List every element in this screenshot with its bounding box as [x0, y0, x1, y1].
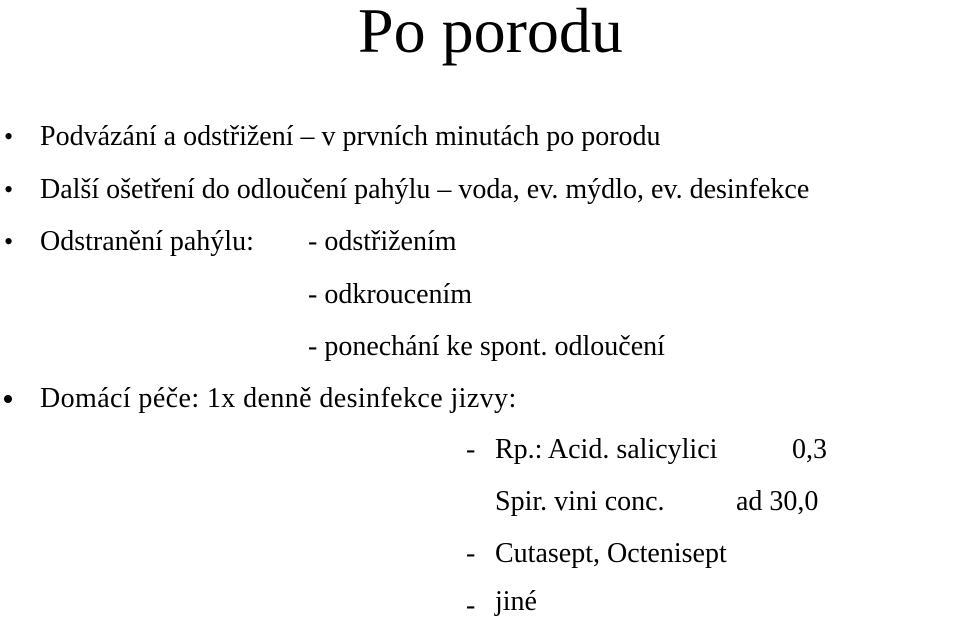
bullet-text-1: Podvázání a odstřižení – v prvních minutách po porodu [40, 121, 661, 152]
recipe-line-2: Spir. vini conc. [495, 486, 665, 517]
recipe-amount-1: 0,3 [792, 434, 827, 465]
removal-method-1: - odstřižením [308, 226, 457, 257]
slide-title: Po porodu [358, 0, 623, 66]
recipe-dash-1: - [466, 434, 476, 465]
recipe-line-1: Rp.: Acid. salicylici [495, 434, 718, 465]
bullet-text-3: Odstranění pahýlu: [40, 226, 254, 257]
recipe-dash-3: - [466, 538, 476, 569]
bullet-icon: • [4, 175, 14, 204]
recipe-amount-2: ad 30,0 [736, 486, 819, 517]
bullet-text-2: Další ošetření do odloučení pahýlu – voda, ev. mýdlo, ev. desinfekce [40, 174, 810, 205]
bullet-dot-icon [4, 395, 12, 403]
recipe-line-3: Cutasept, Octenisept [495, 538, 727, 569]
recipe-line-4: jiné [495, 586, 537, 617]
removal-method-3: - ponechání ke spont. odloučení [308, 331, 665, 362]
removal-method-2: - odkroucením [308, 279, 473, 310]
bullet-text-4: Domácí péče: 1x denně desinfekce jizvy: [40, 383, 517, 414]
recipe-dash-4: - [466, 590, 476, 621]
bullet-icon: • [4, 227, 14, 256]
bullet-icon: • [4, 122, 14, 151]
